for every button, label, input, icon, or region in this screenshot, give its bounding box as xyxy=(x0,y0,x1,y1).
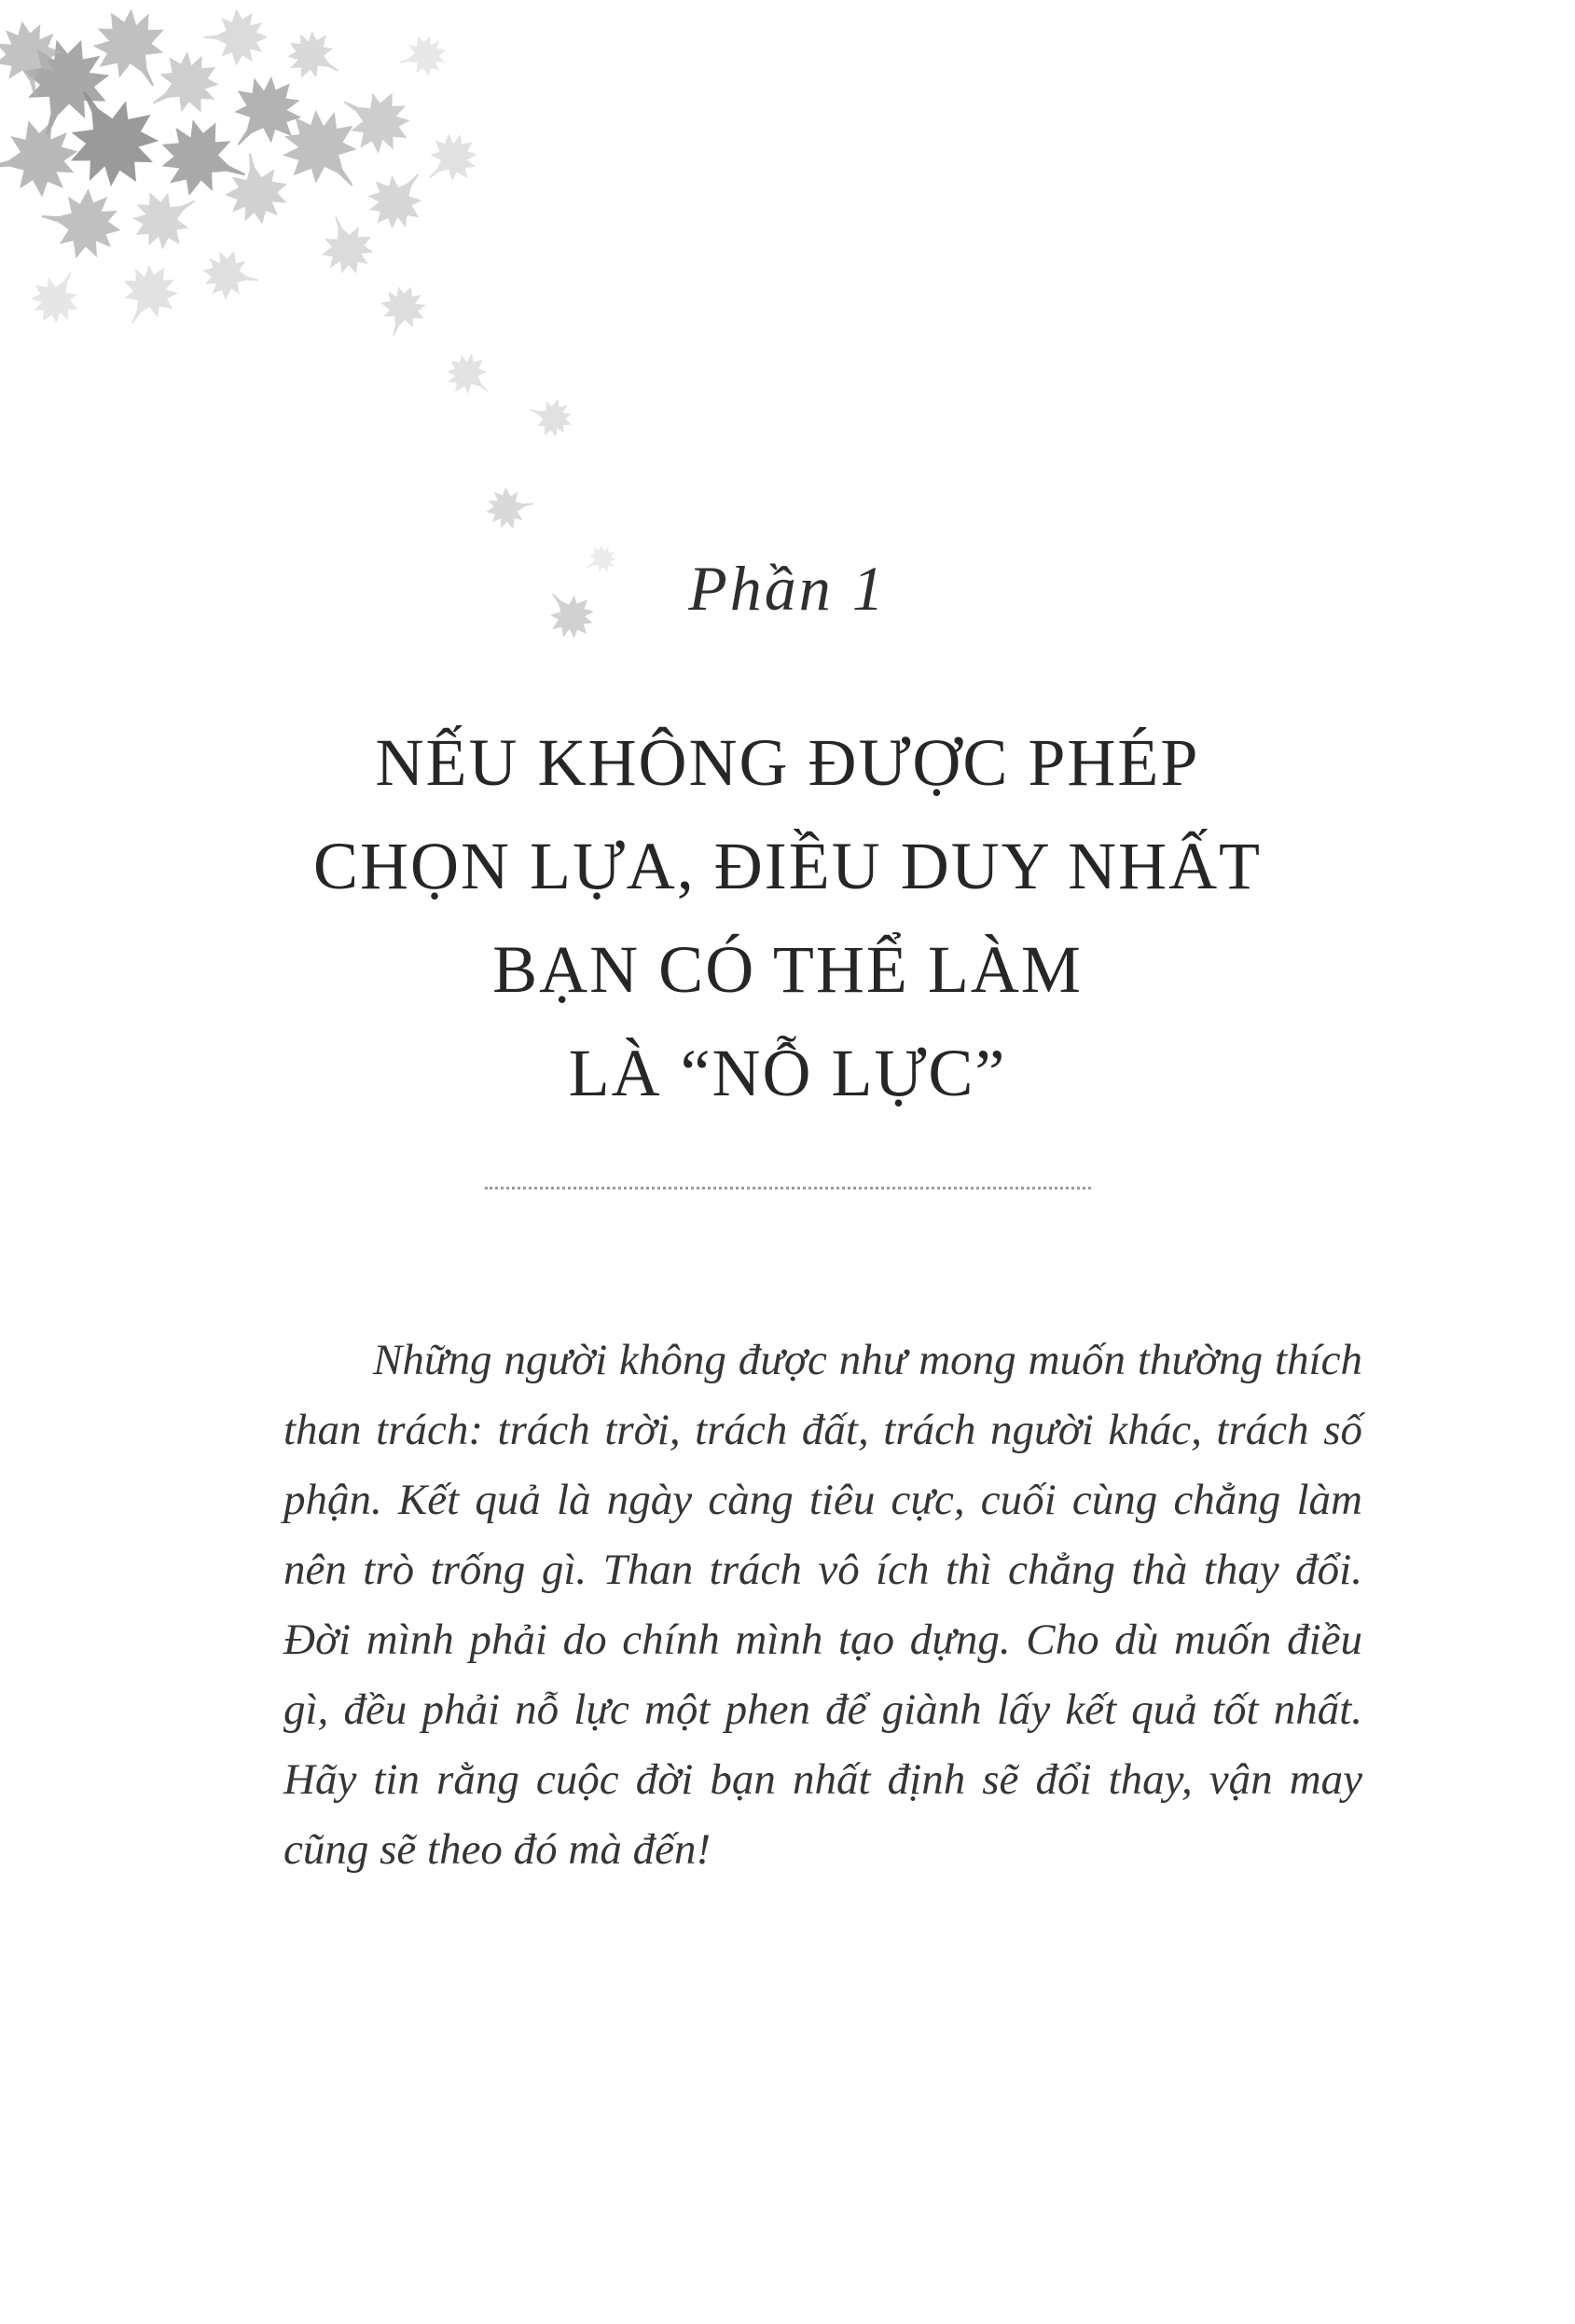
section-divider xyxy=(485,1187,1091,1190)
body-paragraph: Những người không được như mong muốn thường thích than trách: trách trời, trách đất, trách người khác, trách số phận. Kết quả là ngày càng tiêu cực, cuối cùng chẳng làm nên trò trống gì. Than trách vô ích thì chẳng thà thay đổi. Đời mình phải do chính mình tạo dựng. Cho dù muốn điều gì, đều phải nỗ lực một phen để giành lấy kết quả tốt nhất. Hãy tin rằng cuộc đời bạn nhất định sẽ đổi thay, vận may cũng sẽ theo đó mà đến! xyxy=(283,1336,1362,1874)
chapter-title-line-4: LÀ “NỖ LỰC” xyxy=(568,1036,1007,1110)
chapter-title-line-1: NẾU KHÔNG ĐƯỢC PHÉP xyxy=(375,725,1200,800)
part-label: Phần 1 xyxy=(688,553,887,624)
chapter-title xyxy=(0,711,1575,1125)
chapter-title-line-2: CHỌN LỰA, ĐIỀU DUY NHẤT xyxy=(312,829,1263,903)
chapter-title-line-3: BẠN CÓ THỂ LÀM xyxy=(492,932,1083,1007)
